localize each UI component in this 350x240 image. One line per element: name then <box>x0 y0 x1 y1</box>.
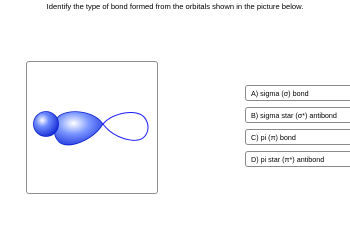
choice-b-label: B) sigma star (σ*) antibond <box>251 111 337 120</box>
question-prompt: Identify the type of bond formed from the orbitals shown in the picture below. <box>46 2 304 11</box>
s-orbital-sphere <box>34 112 59 137</box>
choice-d-label: D) pi star (π*) antibond <box>251 155 325 164</box>
orbital-diagram-icon <box>27 62 159 195</box>
p-orbital-filled-lobe <box>54 112 103 145</box>
choice-a[interactable] <box>245 85 350 101</box>
orbital-picture <box>26 61 158 194</box>
choice-a-label: A) sigma (σ) bond <box>251 89 309 98</box>
p-orbital-empty-lobe <box>103 113 148 141</box>
choice-c-label: C) pi (π) bond <box>251 133 296 142</box>
choice-b[interactable] <box>245 107 350 123</box>
choice-c[interactable] <box>245 129 350 145</box>
choice-d[interactable] <box>245 151 350 167</box>
